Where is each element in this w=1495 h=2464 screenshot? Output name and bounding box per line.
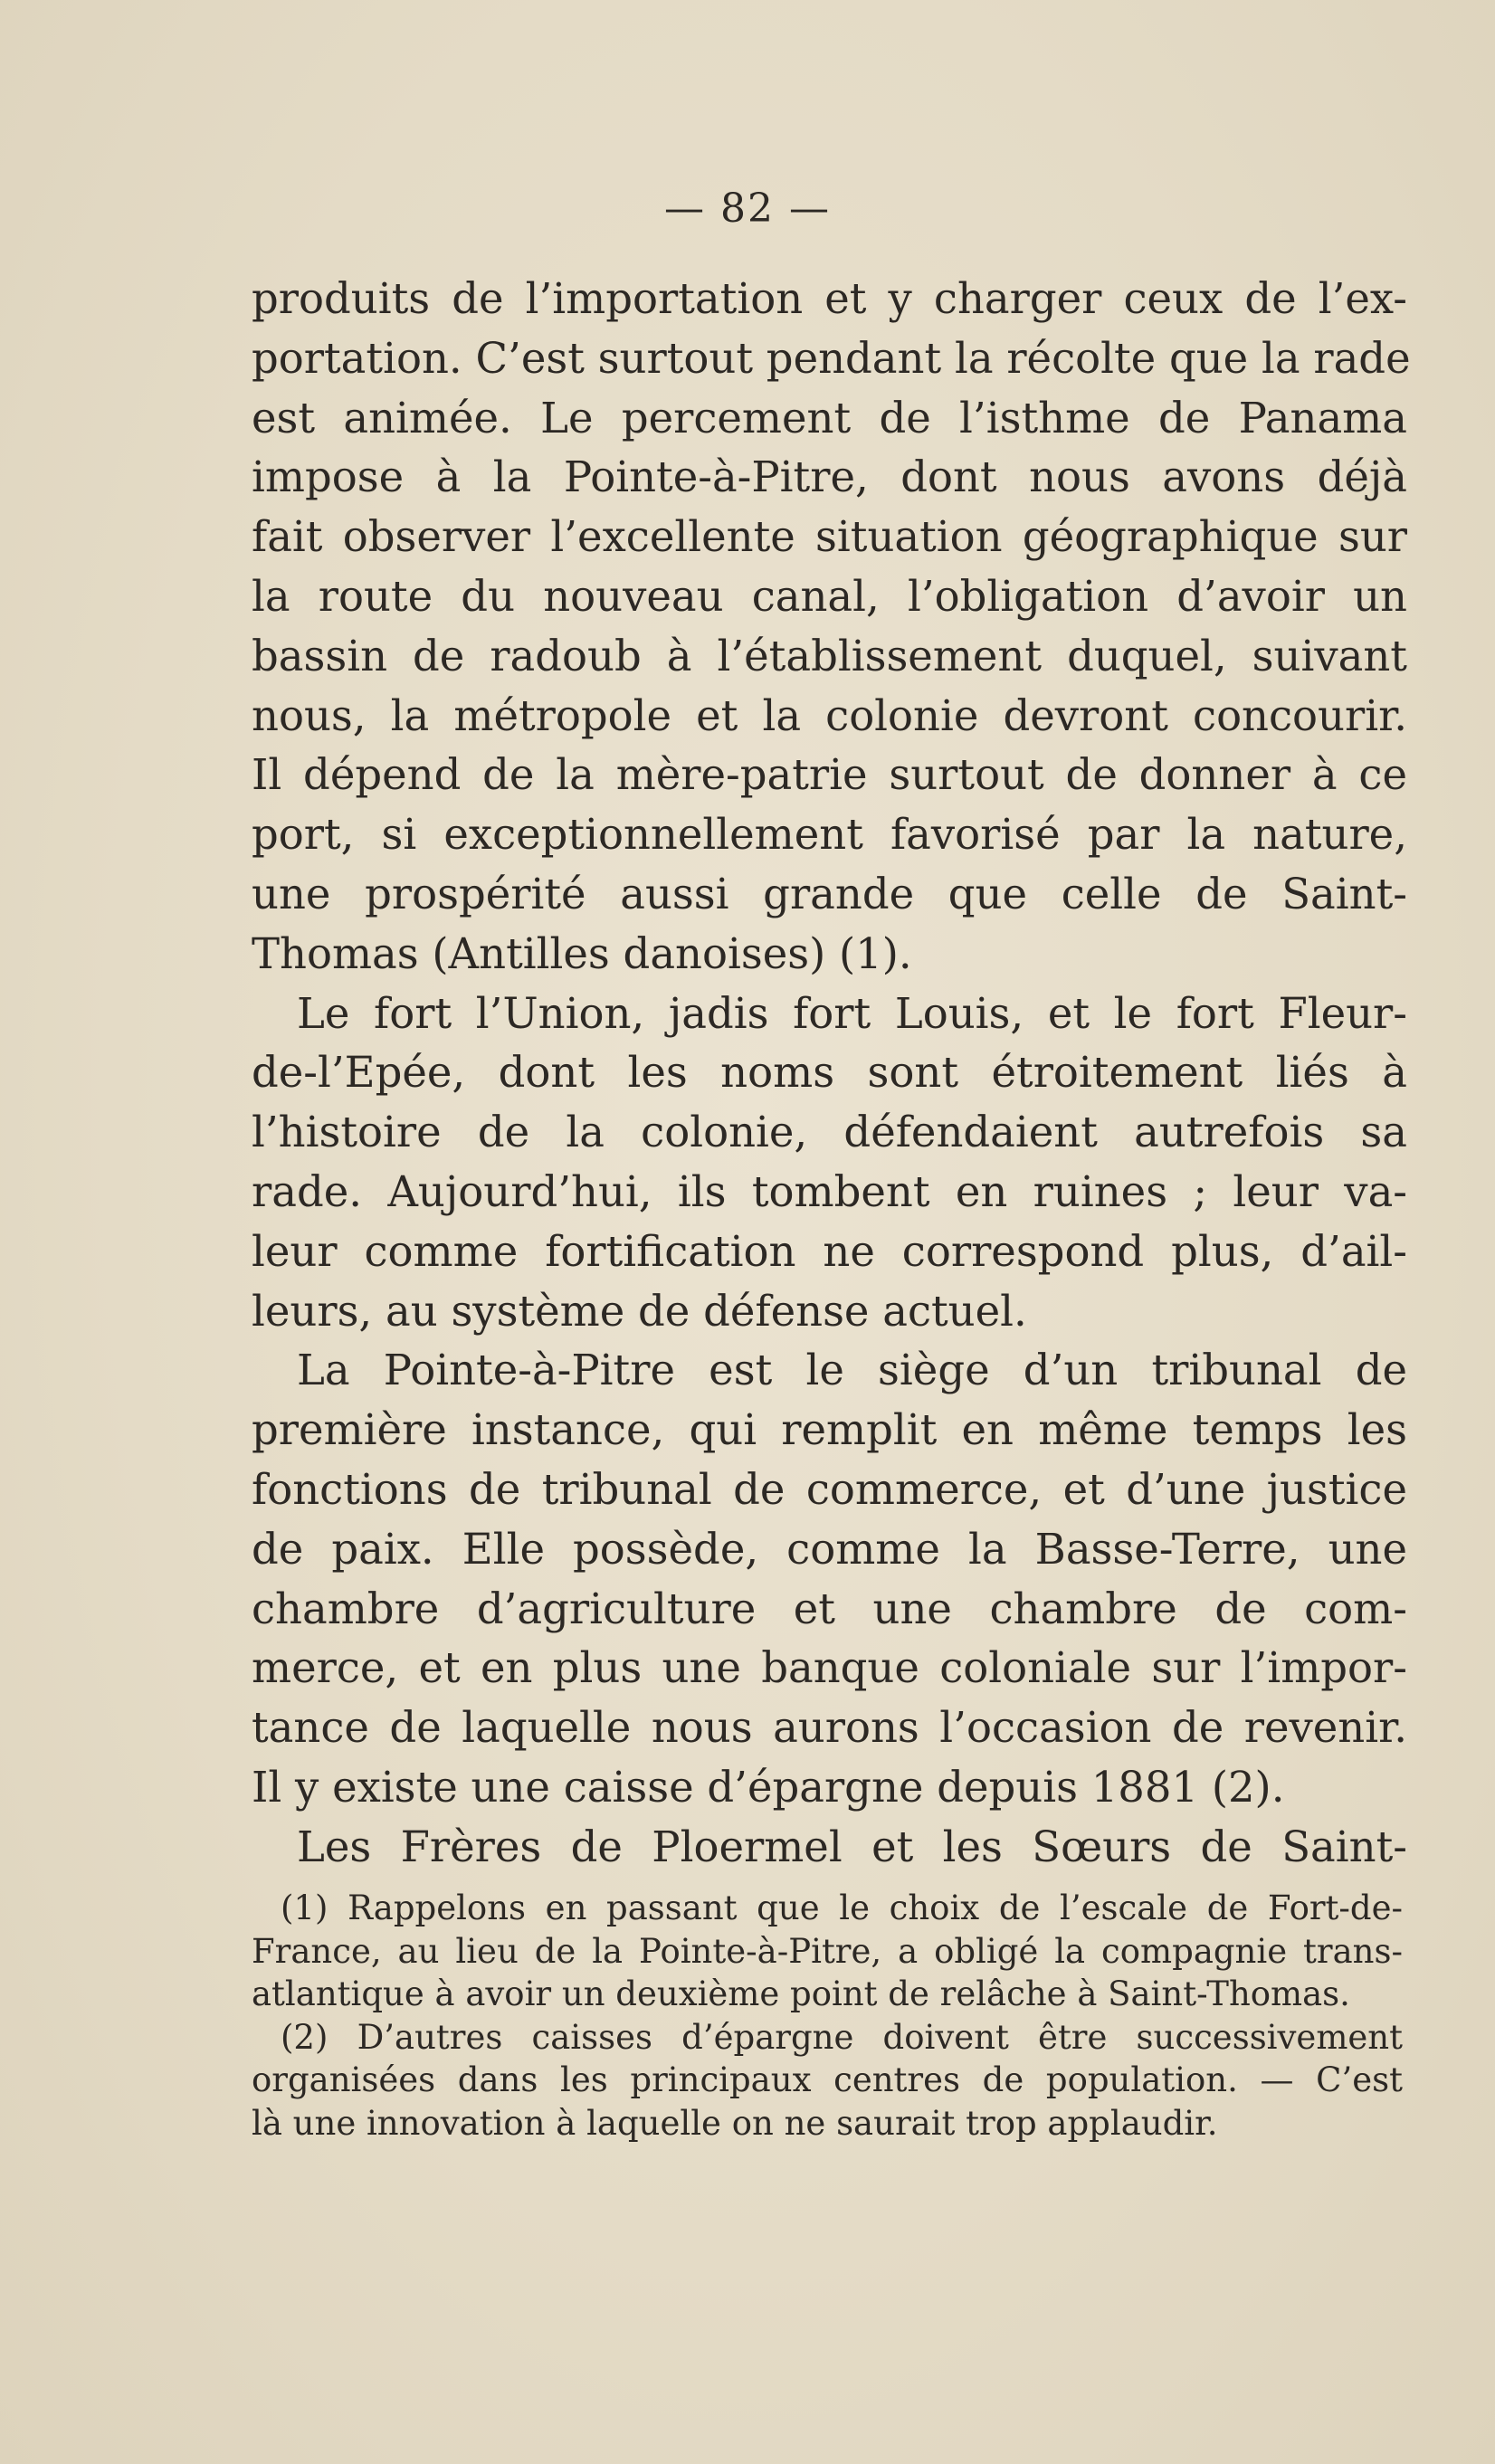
text-line: impose à la Pointe-à-Pitre, dont nous avons déjà: [252, 452, 1407, 502]
text-line: merce, et en plus une banque coloniale sur l’impor-: [252, 1643, 1407, 1693]
text-line: rade. Aujourd’hui, ils tombent en ruines ; leur va-: [252, 1166, 1407, 1216]
text-line: Le fort l’Union, jadis fort Louis, et le fort Fleur-: [297, 988, 1407, 1038]
footnotes: [252, 1887, 1403, 2145]
text-line: de paix. Elle possède, comme la Basse-Terre, une: [252, 1524, 1407, 1574]
main-text: [252, 270, 1411, 1878]
text-line: une prospérité aussi grande que celle de Saint-: [252, 869, 1407, 918]
text-line: est animée. Le percement de l’isthme de Panama: [252, 393, 1407, 442]
text-line: fait observer l’excellente situation géographique sur: [252, 512, 1407, 562]
text-line: fonctions de tribunal de commerce, et d’une justice: [252, 1464, 1407, 1514]
text-line: tance de laquelle nous aurons l’occasion de revenir.: [252, 1703, 1407, 1753]
footnote-line: France, au lieu de la Pointe-à-Pitre, a obligé la compagnie trans-: [252, 1931, 1403, 1971]
text-line: Il dépend de la mère-patrie surtout de donner à ce: [252, 750, 1407, 800]
page-number: — 82 —: [664, 186, 831, 232]
text-line: Thomas (Antilles danoises) (1).: [252, 928, 912, 978]
text-line: de-l’Epée, dont les noms sont étroitement liés à: [252, 1048, 1407, 1098]
footnote-line: atlantique à avoir un deuxième point de relâche à Saint-Thomas.: [252, 1974, 1350, 2014]
text-line: la route du nouveau canal, l’obligation d’avoir un: [252, 571, 1407, 621]
text-line: leur comme fortification ne correspond plus, d’ail-: [252, 1226, 1407, 1276]
footnote-line: là une innovation à laquelle on ne saurait trop applaudir.: [252, 2103, 1218, 2143]
text-line: port, si exceptionnellement favorisé par la nature,: [252, 810, 1407, 860]
text-line: produits de l’importation et y charger ceux de l’ex-: [252, 274, 1407, 323]
footnote-line: organisées dans les principaux centres de population. — C’est: [252, 2060, 1403, 2100]
text-line: Il y existe une caisse d’épargne depuis 1881 (2).: [252, 1762, 1285, 1812]
text-line: bassin de radoub à l’établissement duquel, suivant: [252, 631, 1407, 680]
footnote-line: (1) Rappelons en passant que le choix de l’escale de Fort-de-: [281, 1888, 1403, 1927]
text-line: Les Frères de Ploermel et les Sœurs de Saint-: [297, 1822, 1407, 1871]
text-line: portation. C’est surtout pendant la récolte que la rade: [252, 333, 1411, 383]
footnote-line: (2) D’autres caisses d’épargne doivent être successivement: [281, 2017, 1403, 2057]
text-line: La Pointe-à-Pitre est le siège d’un tribunal de: [297, 1346, 1407, 1395]
text-line: nous, la métropole et la colonie devront concourir.: [252, 690, 1407, 740]
text-line: l’histoire de la colonie, défendaient autrefois sa: [252, 1108, 1407, 1157]
text-line: première instance, qui remplit en même temps les: [252, 1405, 1407, 1455]
text-line: leurs, au système de défense actuel.: [252, 1286, 1027, 1336]
text-line: chambre d’agriculture et une chambre de com-: [252, 1584, 1407, 1633]
